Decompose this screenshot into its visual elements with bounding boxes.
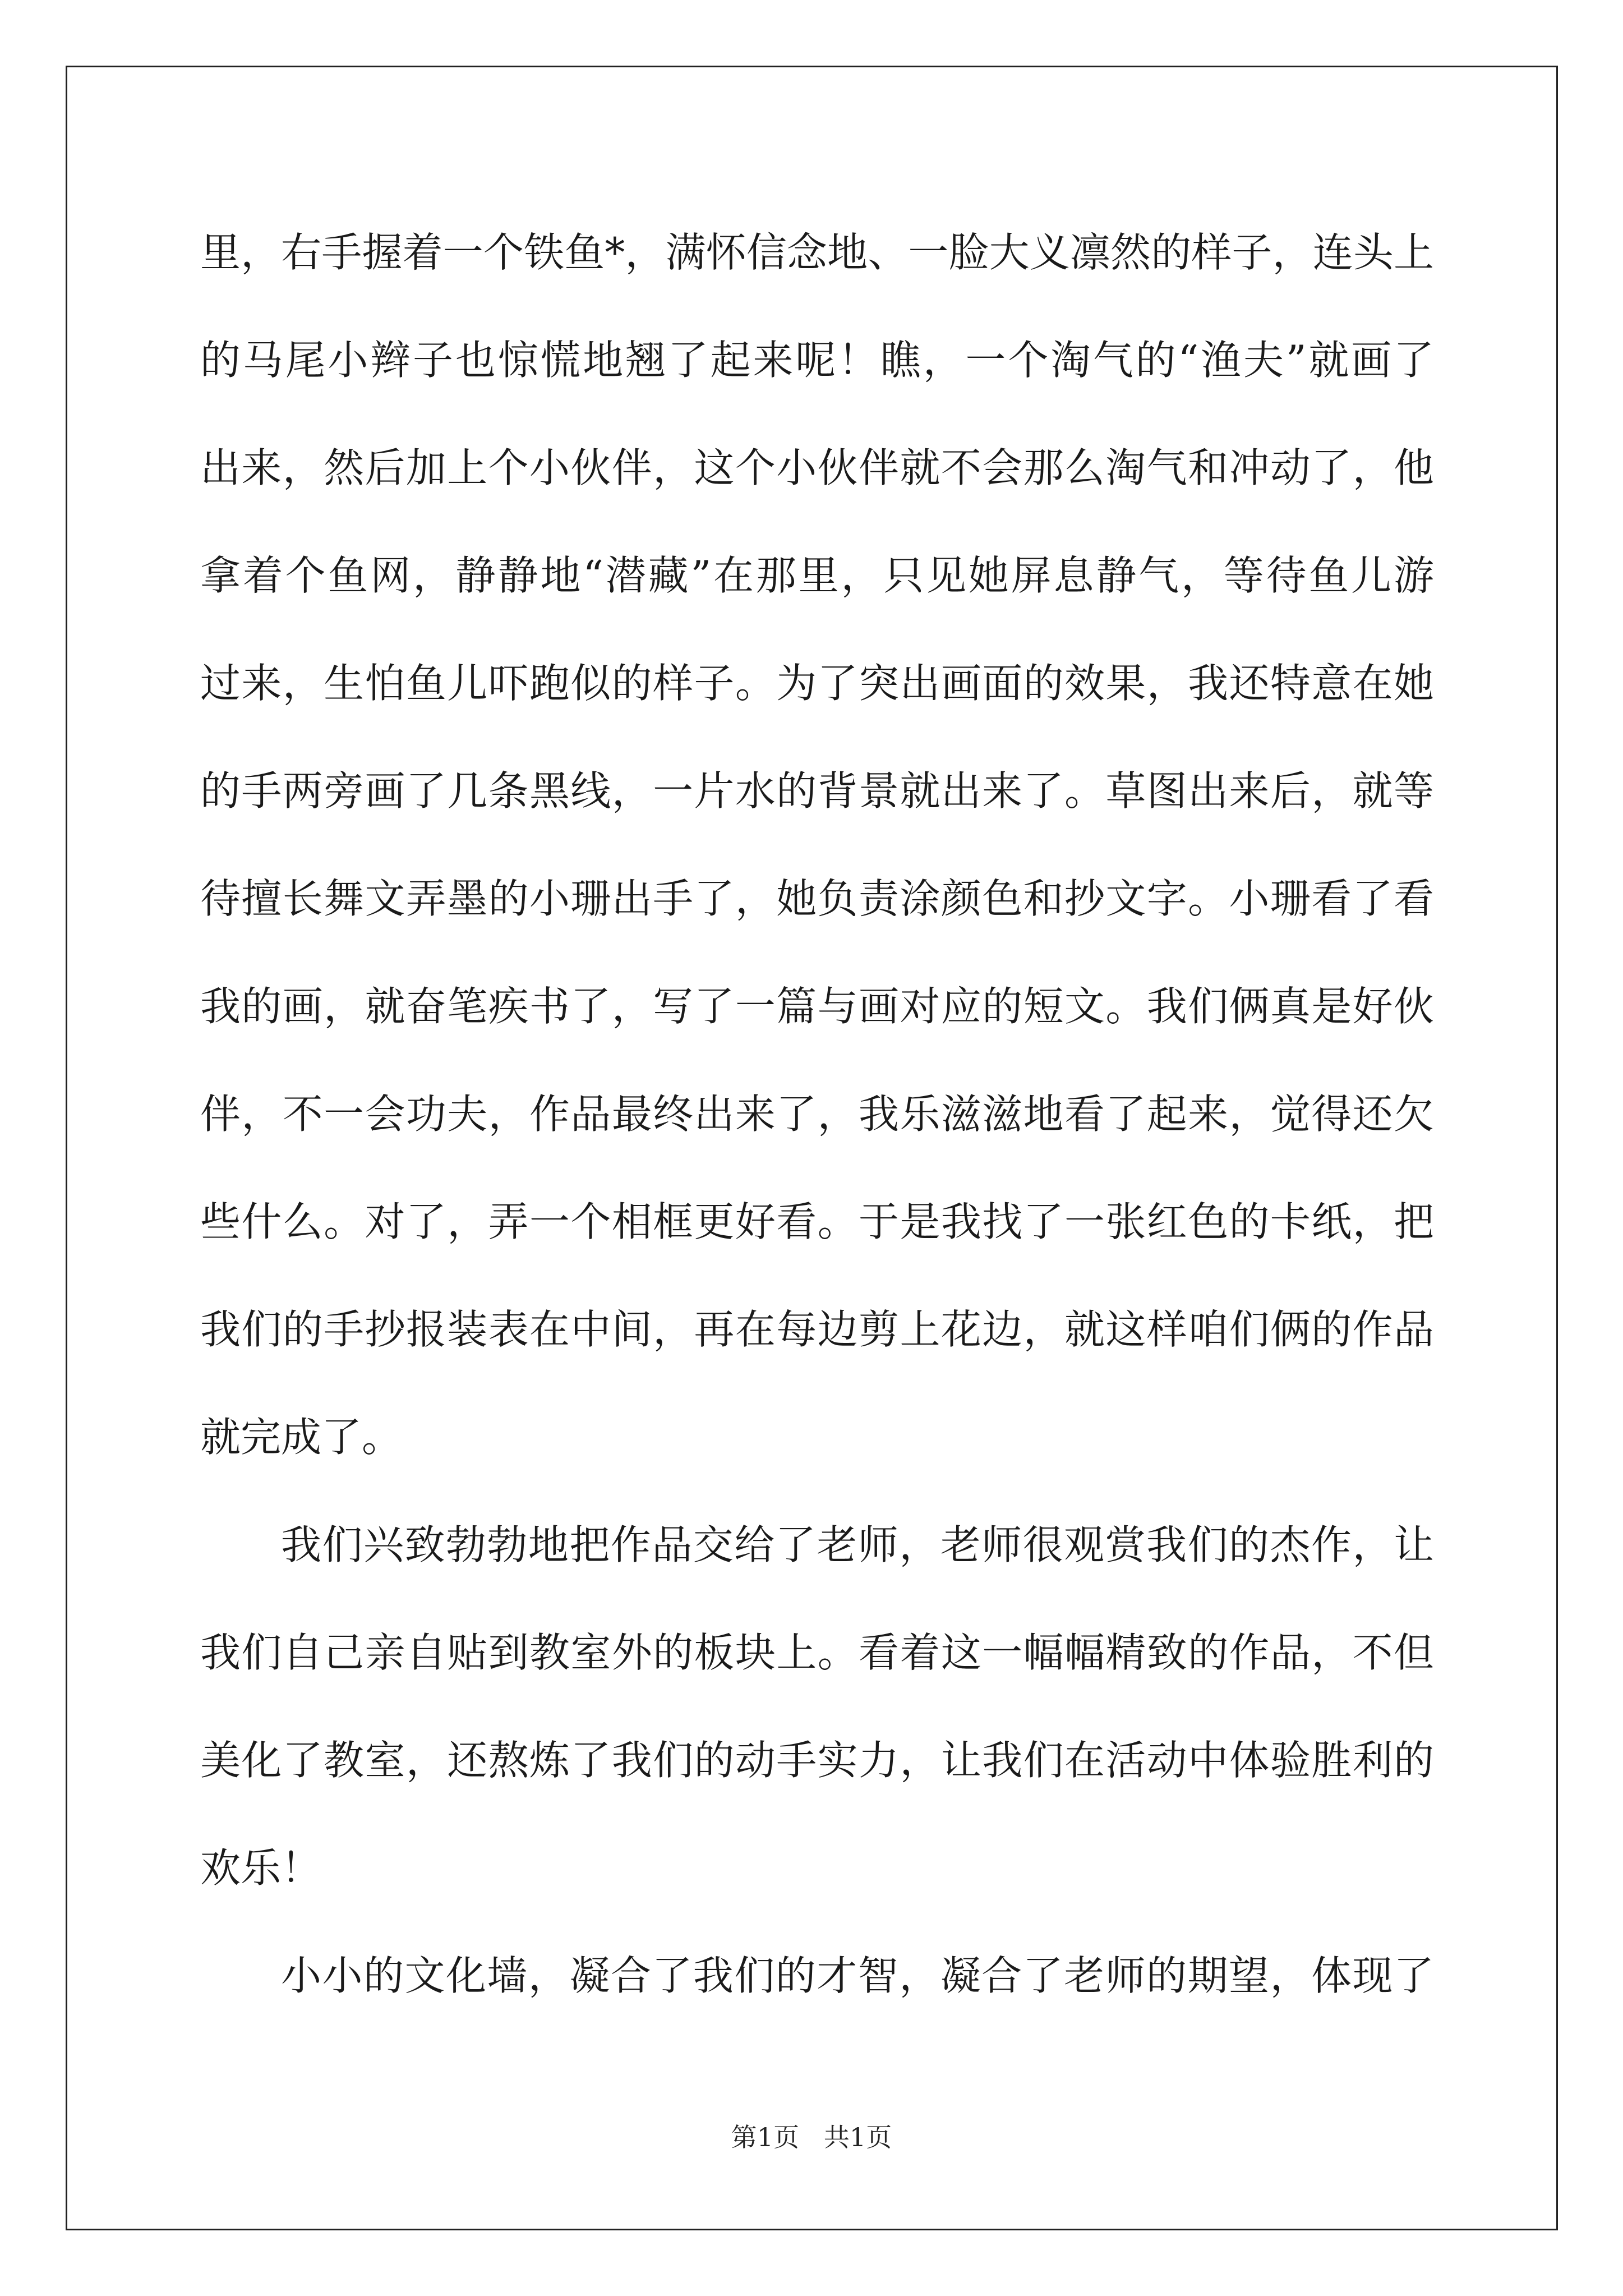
text-line-9: 伴，不一会功夫，作品最终出来了，我乐滋滋地看了起来，觉得还欠 (200, 1091, 1434, 1138)
text-line-16: 欢乐！ (200, 1844, 322, 1892)
page-footer: 第1页 共1页 (731, 2122, 892, 2152)
text-line-4: 拿着个鱼网，静静地“潜藏”在那里，只见她屏息静气，等待鱼儿游 (200, 552, 1434, 599)
text-line-12: 就完成了。 (200, 1414, 403, 1461)
text-line-17: 小小的文化墙，凝合了我们的才智，凝合了老师的期望，体现了 (281, 1952, 1434, 1999)
text-line-10: 些什么。对了，弄一个相框更好看。于是我找了一张红色的卡纸，把 (200, 1198, 1434, 1245)
text-line-14: 我们自己亲自贴到教室外的板块上。看着这一幅幅精致的作品，不但 (200, 1629, 1434, 1676)
page-border (66, 66, 1558, 2230)
text-line-11: 我们的手抄报装表在中间，再在每边剪上花边，就这样咱们俩的作品 (200, 1306, 1434, 1353)
text-line-1: 里，右手握着一个铁鱼*，满怀信念地、一脸大义凛然的样子，连头上 (200, 229, 1434, 276)
text-line-8: 我的画，就奋笔疾书了，写了一篇与画对应的短文。我们俩真是好伙 (200, 983, 1434, 1030)
text-line-15: 美化了教室，还熬炼了我们的动手实力，让我们在活动中体验胜利的 (200, 1737, 1434, 1784)
text-line-6: 的手两旁画了几条黑线，一片水的背景就出来了。草图出来后，就等 (200, 767, 1434, 815)
text-line-13: 我们兴致勃勃地把作品交给了老师，老师很观赏我们的杰作，让 (281, 1521, 1434, 1568)
text-line-5: 过来，生怕鱼儿吓跑似的样子。为了突出画面的效果，我还特意在她 (200, 660, 1434, 707)
text-line-2: 的马尾小辫子也惊慌地翘了起来呢！瞧，一个淘气的“渔夫”就画了 (200, 337, 1434, 384)
text-line-3: 出来，然后加上个小伙伴，这个小伙伴就不会那么淘气和冲动了，他 (200, 444, 1434, 491)
text-line-7: 待擅长舞文弄墨的小珊出手了，她负责涂颜色和抄文字。小珊看了看 (200, 875, 1434, 922)
